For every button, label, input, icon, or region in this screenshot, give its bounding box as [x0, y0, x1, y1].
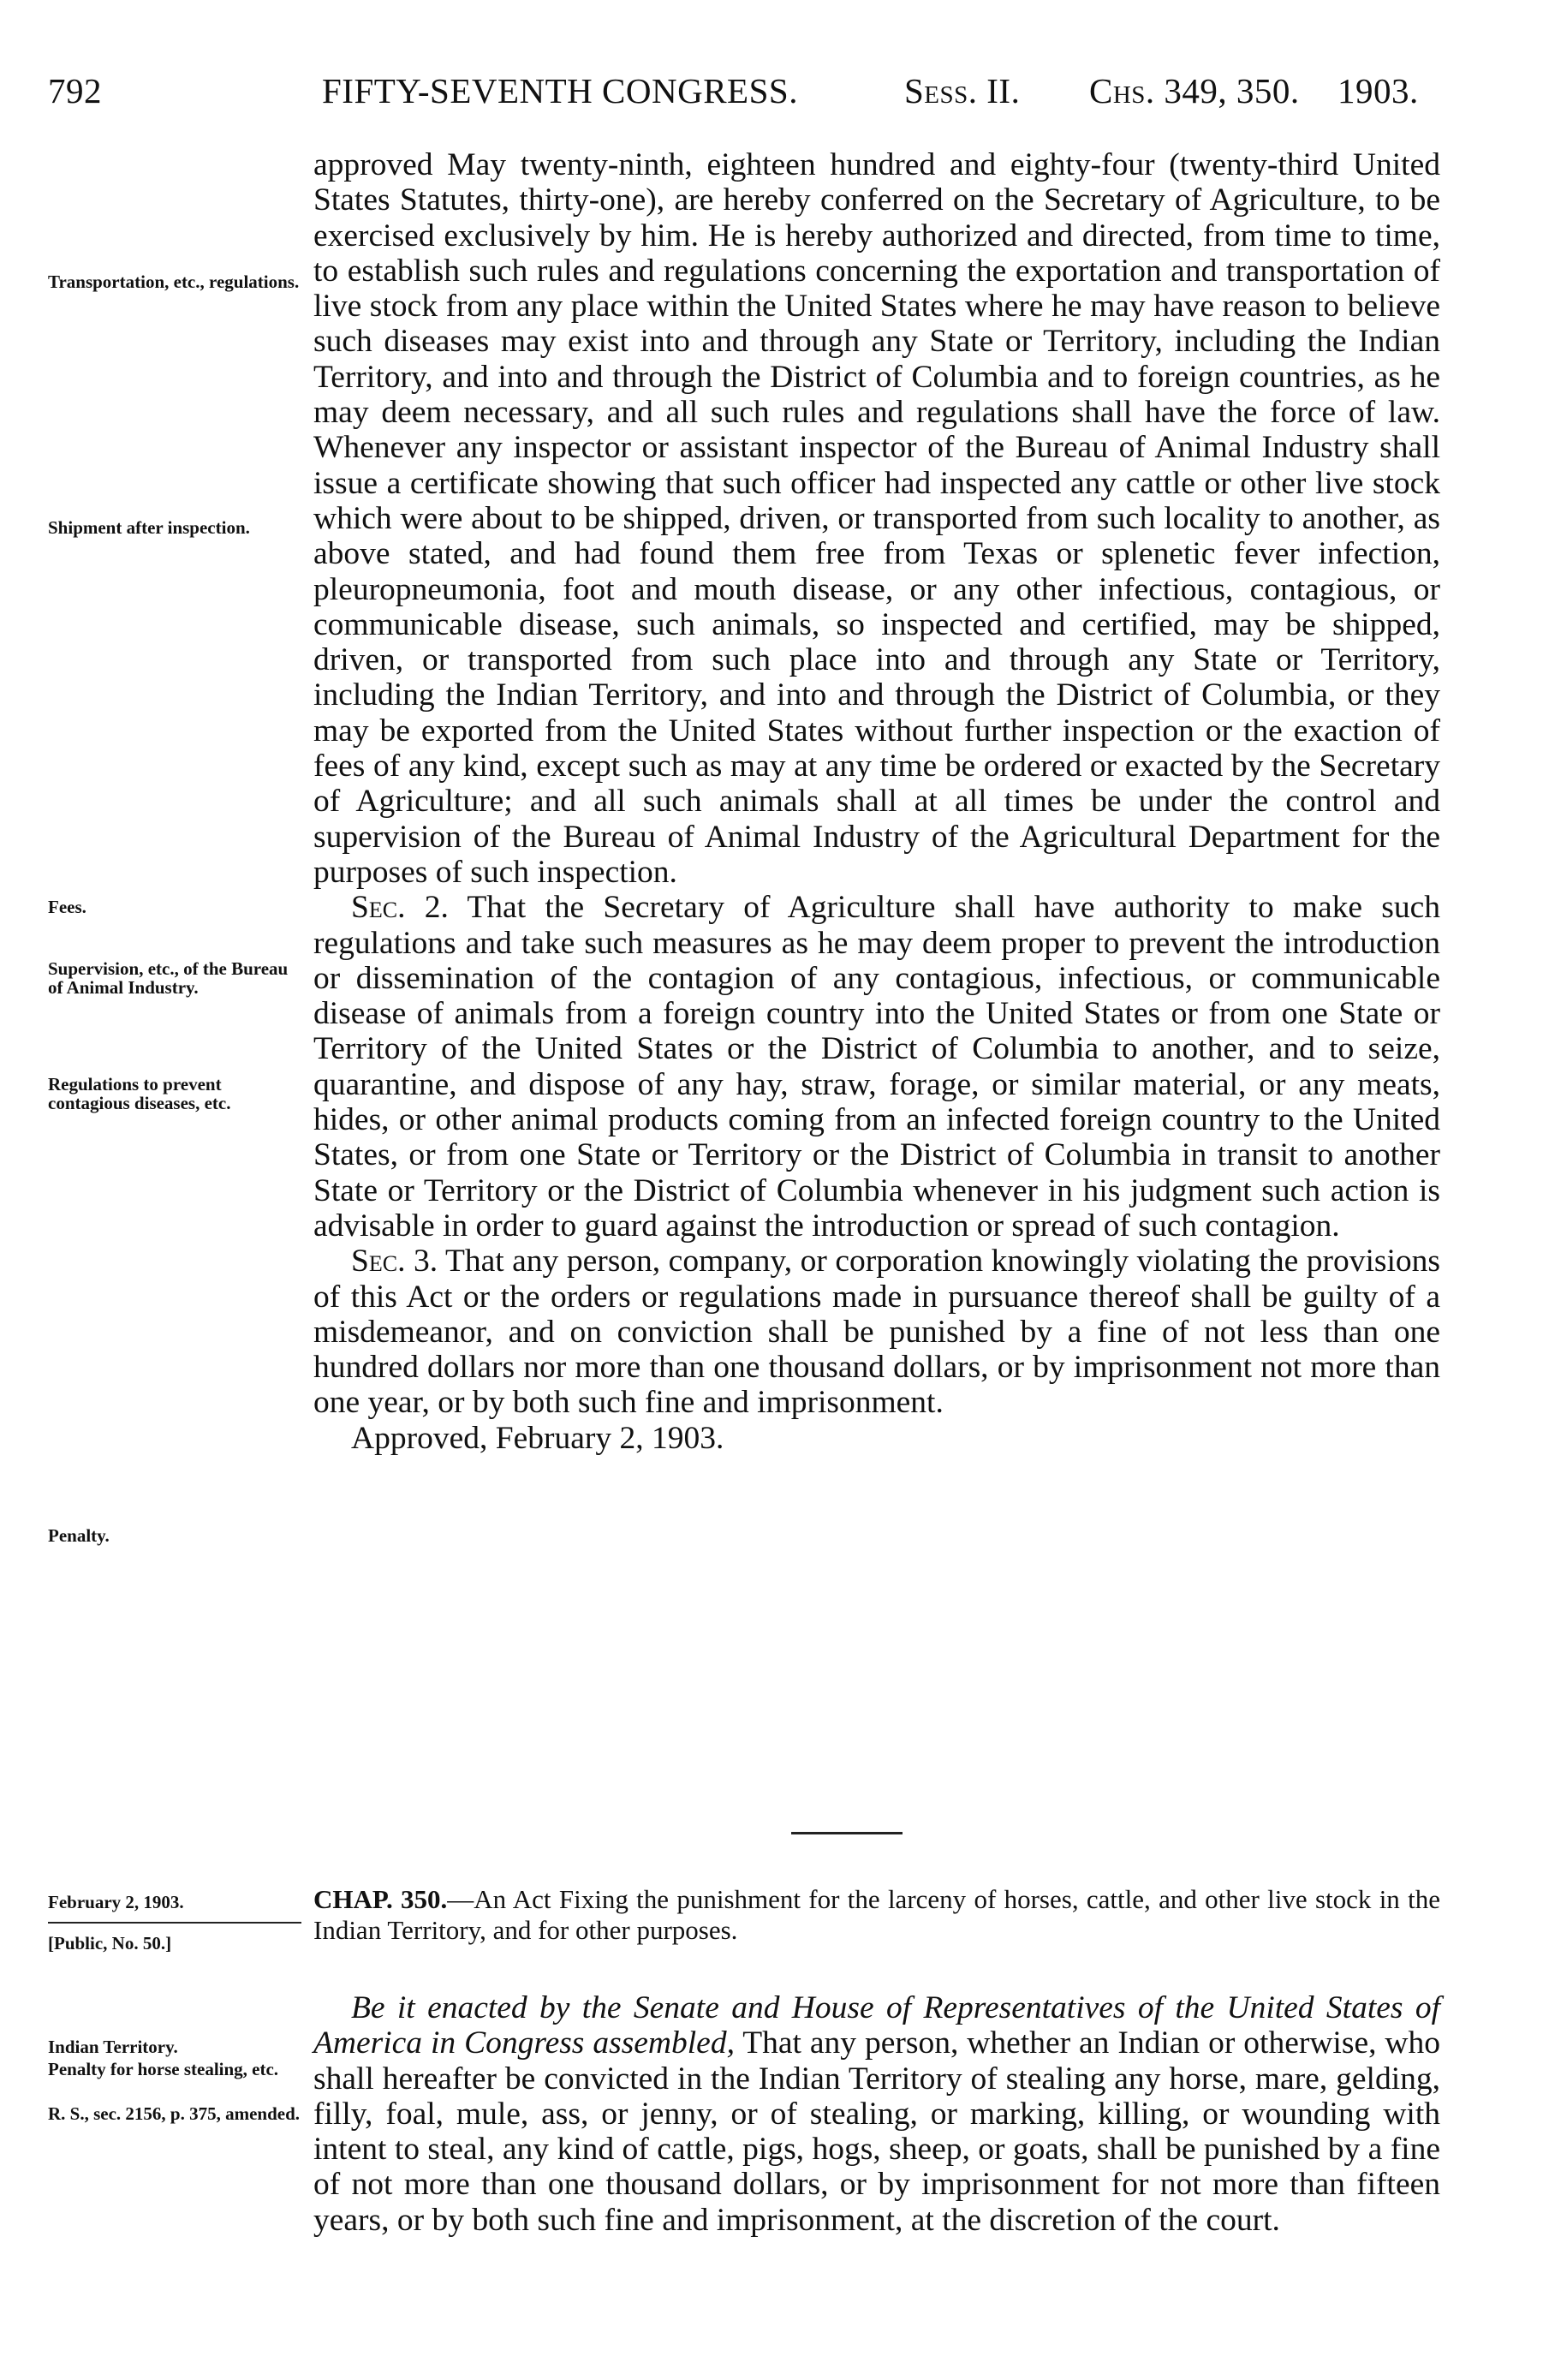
margin-note-indian-territory: Indian Territory. — [48, 2037, 178, 2057]
chap350-paragraph — [313, 1990, 1440, 2238]
approval-line: Approved, February 2, 1903. — [351, 1420, 724, 1456]
enacting-clause: Be it enacted by the Senate and House of Representatives of the United States of America in Congress assembled, — [313, 1990, 1440, 2061]
chap350-title — [313, 1884, 1440, 1946]
header-session: Sess. II. — [904, 71, 1021, 110]
header-year: 1903. — [1337, 71, 1419, 110]
margin-note-shipment: Shipment after inspection. — [48, 517, 250, 538]
chap350-label: CHAP. 350. — [313, 1884, 448, 1914]
chap350-title-text: —An Act Fixing the punishment for the larceny of horses, cattle, and other live stock in the Indian Territory, and for other purposes. — [313, 1884, 1440, 1945]
chap349-section3 — [313, 1244, 1440, 1420]
sec2-label: Sec. 2. — [351, 890, 449, 926]
sec2-text: That the Secretary of Agriculture shall have authority to make such regulations and take such measures as he may deem proper to prevent the introduction or dissemination of the contagion of any contagious, infectious, or communicable disease of animals from a foreign country into the United States or from one State or Territory of the United States or the District of Columbia to another, and to seize, quarantine, and dispose of any hay, straw, forage, or similar material, or any meats, hides, or other animal products coming from an infected foreign country to the United States, or from one State or Territory or the District of Columbia in transit to another State or Territory or the District of Columbia whenever in his judgment such action is advisable in order to guard against the introduction or spread of such contagion. — [313, 890, 1440, 1244]
chap350-body — [313, 1990, 1440, 2238]
page-number: 792 — [48, 71, 102, 110]
margin-note-regulations: Regulations to prevent contagious diseases, etc. — [48, 1074, 231, 1113]
margin-note-penalty: Penalty. — [48, 1525, 110, 1546]
margin-note-date: February 2, 1903. — [48, 1892, 184, 1912]
margin-note-public-law: [Public, No. 50.] — [48, 1933, 172, 1954]
margin-note-transportation: Transportation, etc., regulations. — [48, 271, 300, 292]
date-rule — [48, 1922, 301, 1924]
header-chapters: Chs. 349, 350. — [1089, 71, 1300, 110]
sec3-text: That any person, company, or corporation knowingly violating the provisions of this Act or the orders or regulations made in pursuance thereof shall be guilty of a misdemeanor, and on conviction shall be punished by a fine of not less than one hundred dollars nor more than one thousand dollars, or by imprisonment not more than one year, or by both such fine and imprisonment. — [313, 1244, 1441, 1421]
chap350-text: That any person, whether an Indian or otherwise, who shall hereafter be convicted in the Indian Territory of stealing any horse, mare, gelding, filly, foal, mule, ass, or jenny, or of stealing, or marking, killing, or wounding with intent to steal, any kind of cattle, pigs, hogs, sheep, or goats, shall be punished by a fine of not more than one thousand dollars, or by imprisonment for not more than fifteen years, or by both such fine and imprisonment, at the discretion of the court. — [313, 2025, 1440, 2238]
chap349-body — [313, 147, 1440, 1456]
margin-note-supervision: Supervision, etc., of the Bureau of Animal Industry. — [48, 958, 289, 998]
header-congress: FIFTY-SEVENTH CONGRESS. — [322, 71, 798, 110]
chap349-paragraph1: approved May twenty-ninth, eighteen hundred and eighty-four (twenty-third United States Statutes, thirty-one), are hereby conferred on the Secretary of Agriculture, to be exercised exclusively by him. He is hereby authorized and directed, from time to time, to establish such rules and regulations concerning the exportation and transportation of live stock from any place within the United States where he may have reason to believe such diseases may exist into and through any State or Territory, including the Indian Territory, and into and through the District of Columbia and to foreign countries, as he may deem necessary, and all such rules and regulations shall have the force of law. Whenever any inspector or assistant inspector of the Bureau of Animal Industry shall issue a certificate showing that such officer had inspected any cattle or other live stock which were about to be shipped, driven, or transported from such locality to another, as above stated, and had found them free from Texas or splenetic fever infection, pleuropneumonia, foot and mouth disease, or any other infectious, contagious, or communicable disease, such animals, so inspected and certified, may be shipped, driven, or transported from such place into and through any State or Territory, including the Indian Territory, and into and through the District of Columbia, or they may be exported from the United States without further inspection or the exaction of fees of any kind, except such as may at any time be ordered or exacted by the Secretary of Agriculture; and all such animals shall at all times be under the control and supervision of the Bureau of Animal Industry of the Agricultural Department for the purposes of such inspection. — [313, 147, 1440, 890]
chapter-separator-rule — [791, 1832, 903, 1834]
margin-note-fees: Fees. — [48, 897, 86, 917]
margin-note-revised-statutes: R. S., sec. 2156, p. 375, amended. — [48, 2103, 301, 2124]
margin-note-penalty-horse-stealing: Penalty for horse stealing, etc. — [48, 2059, 279, 2079]
sec3-label: Sec. 3. — [351, 1244, 438, 1279]
chap349-section2 — [313, 890, 1440, 1244]
